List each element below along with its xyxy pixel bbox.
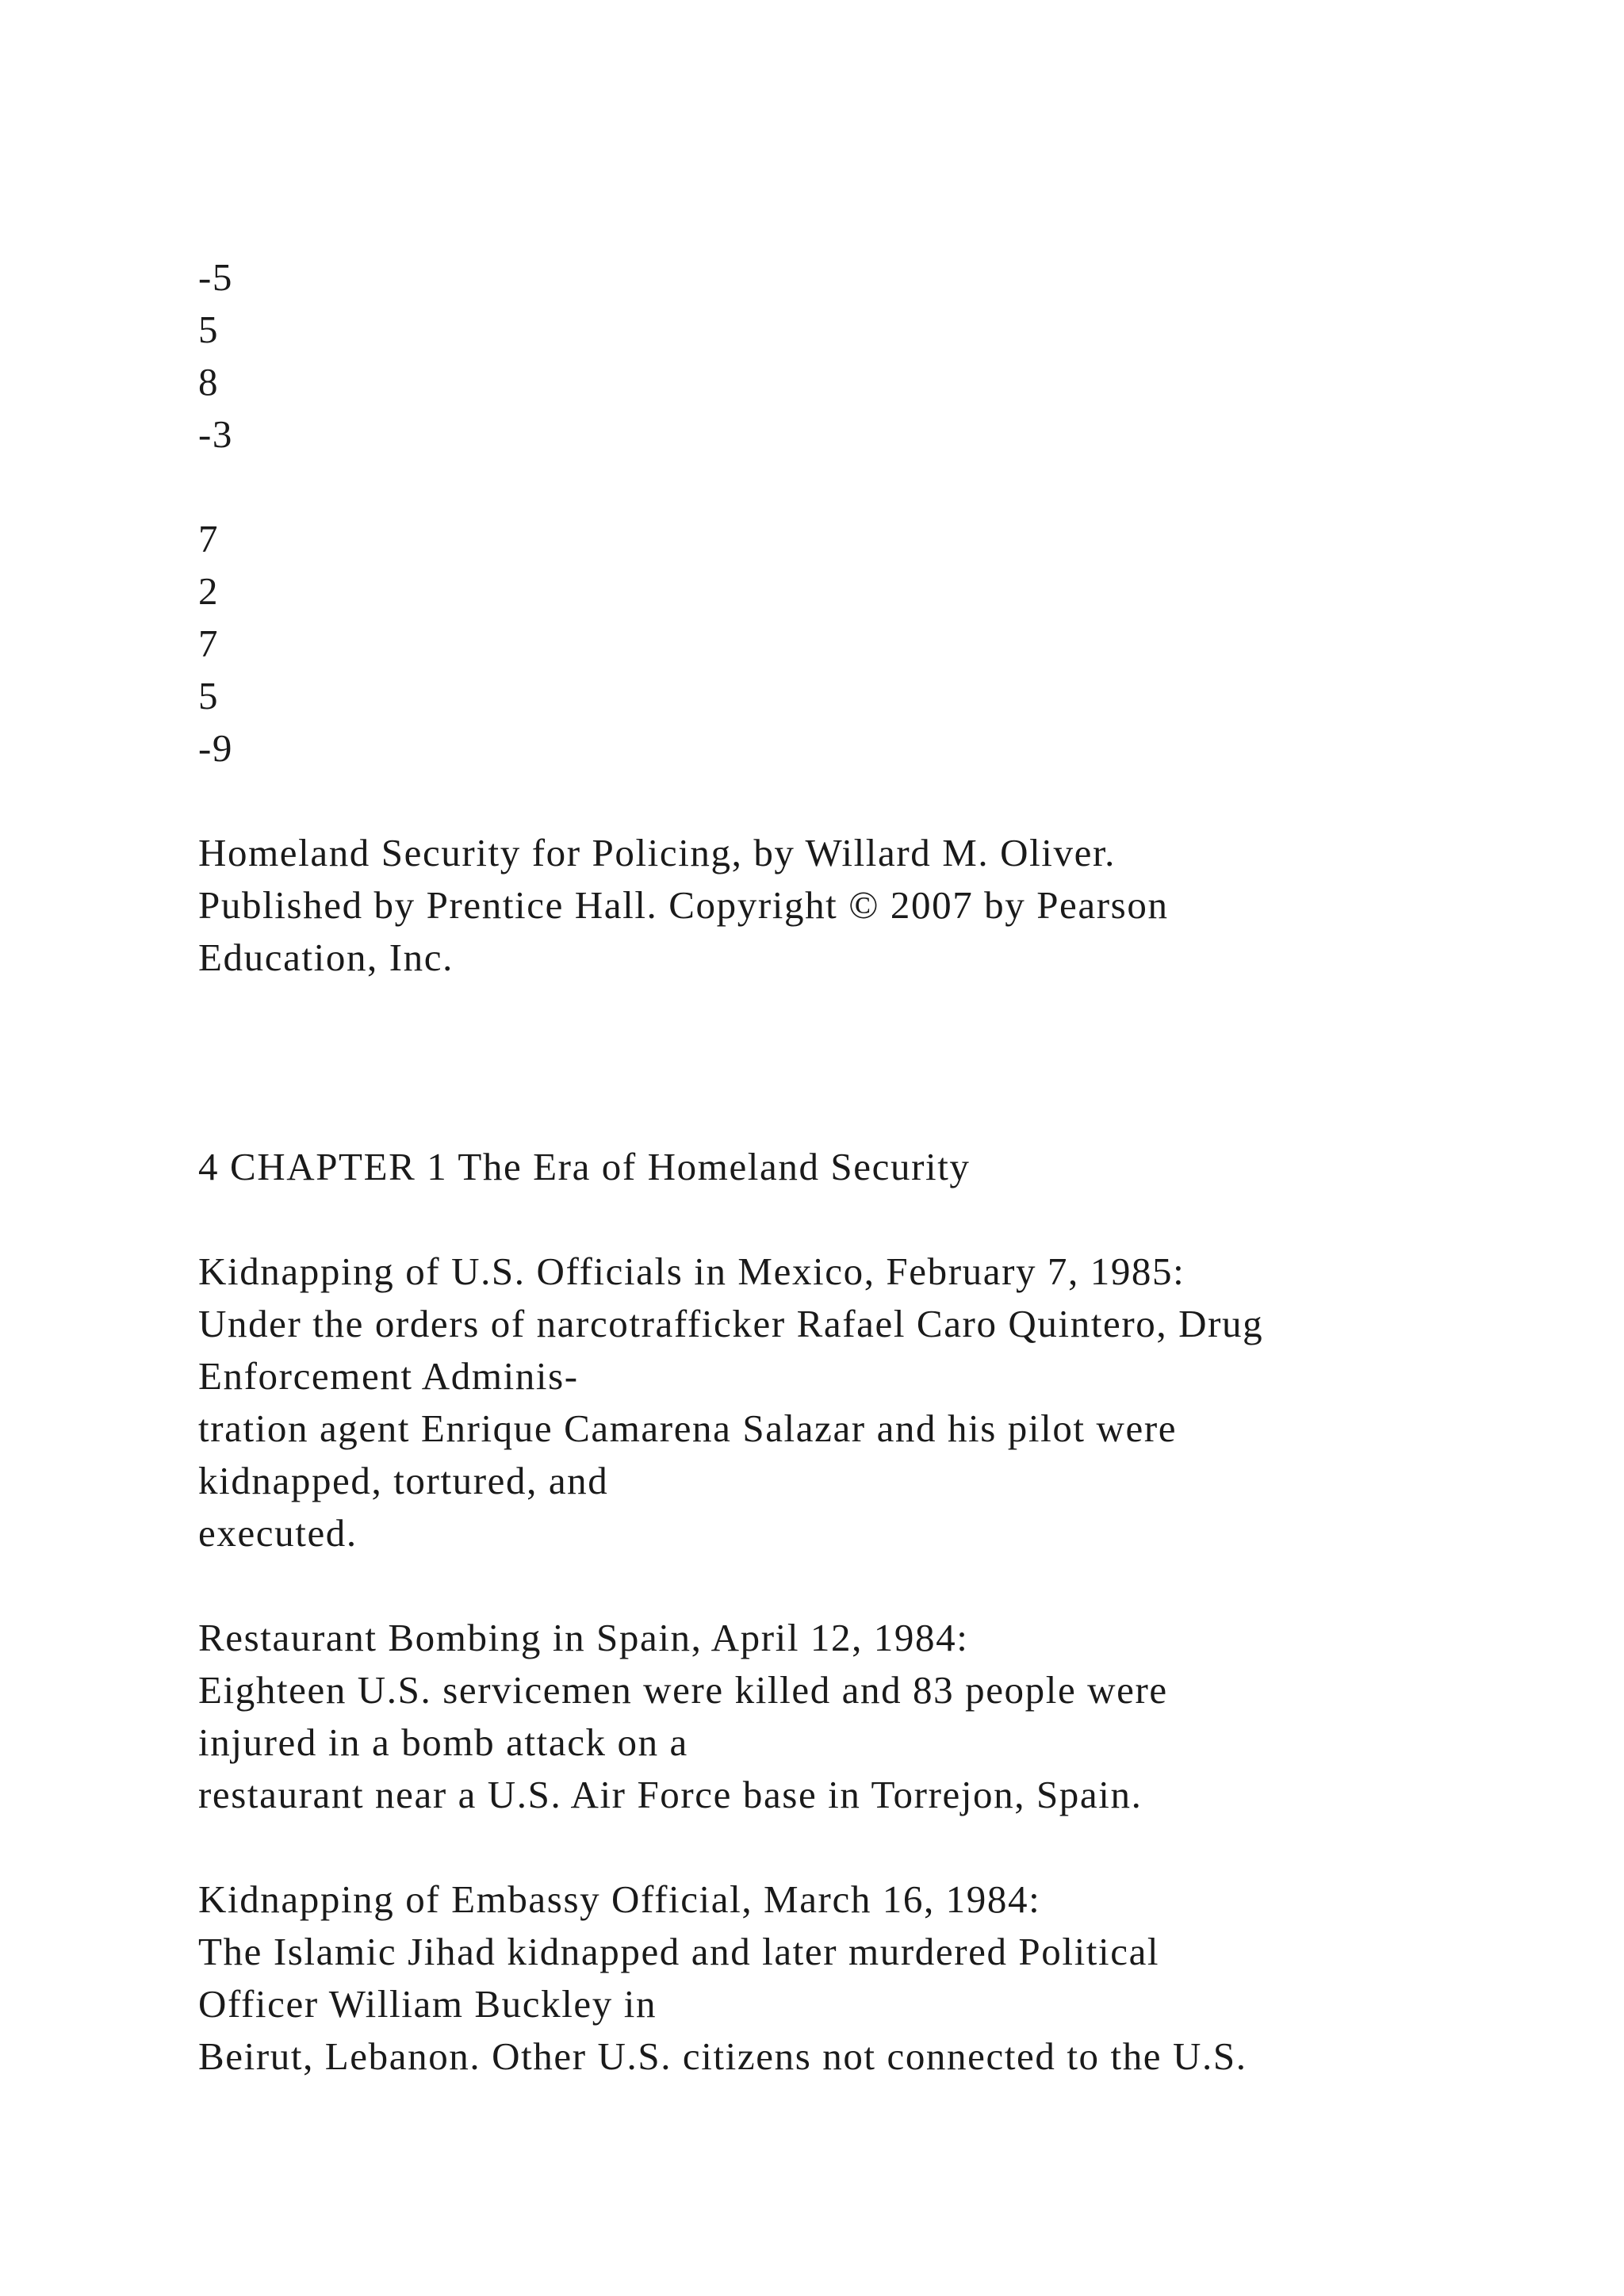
citation-line: Published by Prentice Hall. Copyright © 2007 by Pearson	[198, 883, 1169, 927]
number-line: 7	[198, 517, 220, 561]
number-line: 5	[198, 308, 220, 351]
entry-body-line: Eighteen U.S. servicemen were killed and 83 people were	[198, 1668, 1168, 1712]
entry-body-line: Enforcement Adminis-	[198, 1354, 579, 1398]
entry-body-line: tration agent Enrique Camarena Salazar and his pilot were	[198, 1406, 1178, 1450]
entry-body-line: Under the orders of narcotrafficker Rafael Caro Quintero, Drug	[198, 1302, 1264, 1345]
number-line: 7	[198, 622, 220, 665]
entry-title: Kidnapping of Embassy Official, March 16, 1984:	[198, 1877, 1041, 1921]
citation-line: Homeland Security for Policing, by Willard M. Oliver.	[198, 831, 1116, 874]
number-line: -3	[198, 412, 234, 456]
chapter-heading: 4 CHAPTER 1 The Era of Homeland Security	[198, 1145, 971, 1188]
entry-body-line: The Islamic Jihad kidnapped and later murdered Political	[198, 1930, 1160, 1973]
citation-line: Education, Inc.	[198, 936, 454, 979]
entry-body-line: kidnapped, tortured, and	[198, 1459, 609, 1502]
entry-title: Restaurant Bombing in Spain, April 12, 1984:	[198, 1616, 969, 1659]
number-line: -9	[198, 726, 234, 770]
entry-title: Kidnapping of U.S. Officials in Mexico, February 7, 1985:	[198, 1249, 1185, 1293]
entry-body-line: Officer William Buckley in	[198, 1982, 657, 2026]
number-line: -5	[198, 255, 234, 299]
entry-body-line: Beirut, Lebanon. Other U.S. citizens not connected to the U.S.	[198, 2034, 1247, 2078]
number-line: 8	[198, 360, 220, 404]
number-line: 5	[198, 674, 220, 718]
entry-body-line: restaurant near a U.S. Air Force base in Torrejon, Spain.	[198, 1773, 1143, 1816]
number-line: 2	[198, 569, 220, 613]
entry-body-line: executed.	[198, 1511, 358, 1555]
entry-body-line: injured in a bomb attack on a	[198, 1720, 688, 1764]
